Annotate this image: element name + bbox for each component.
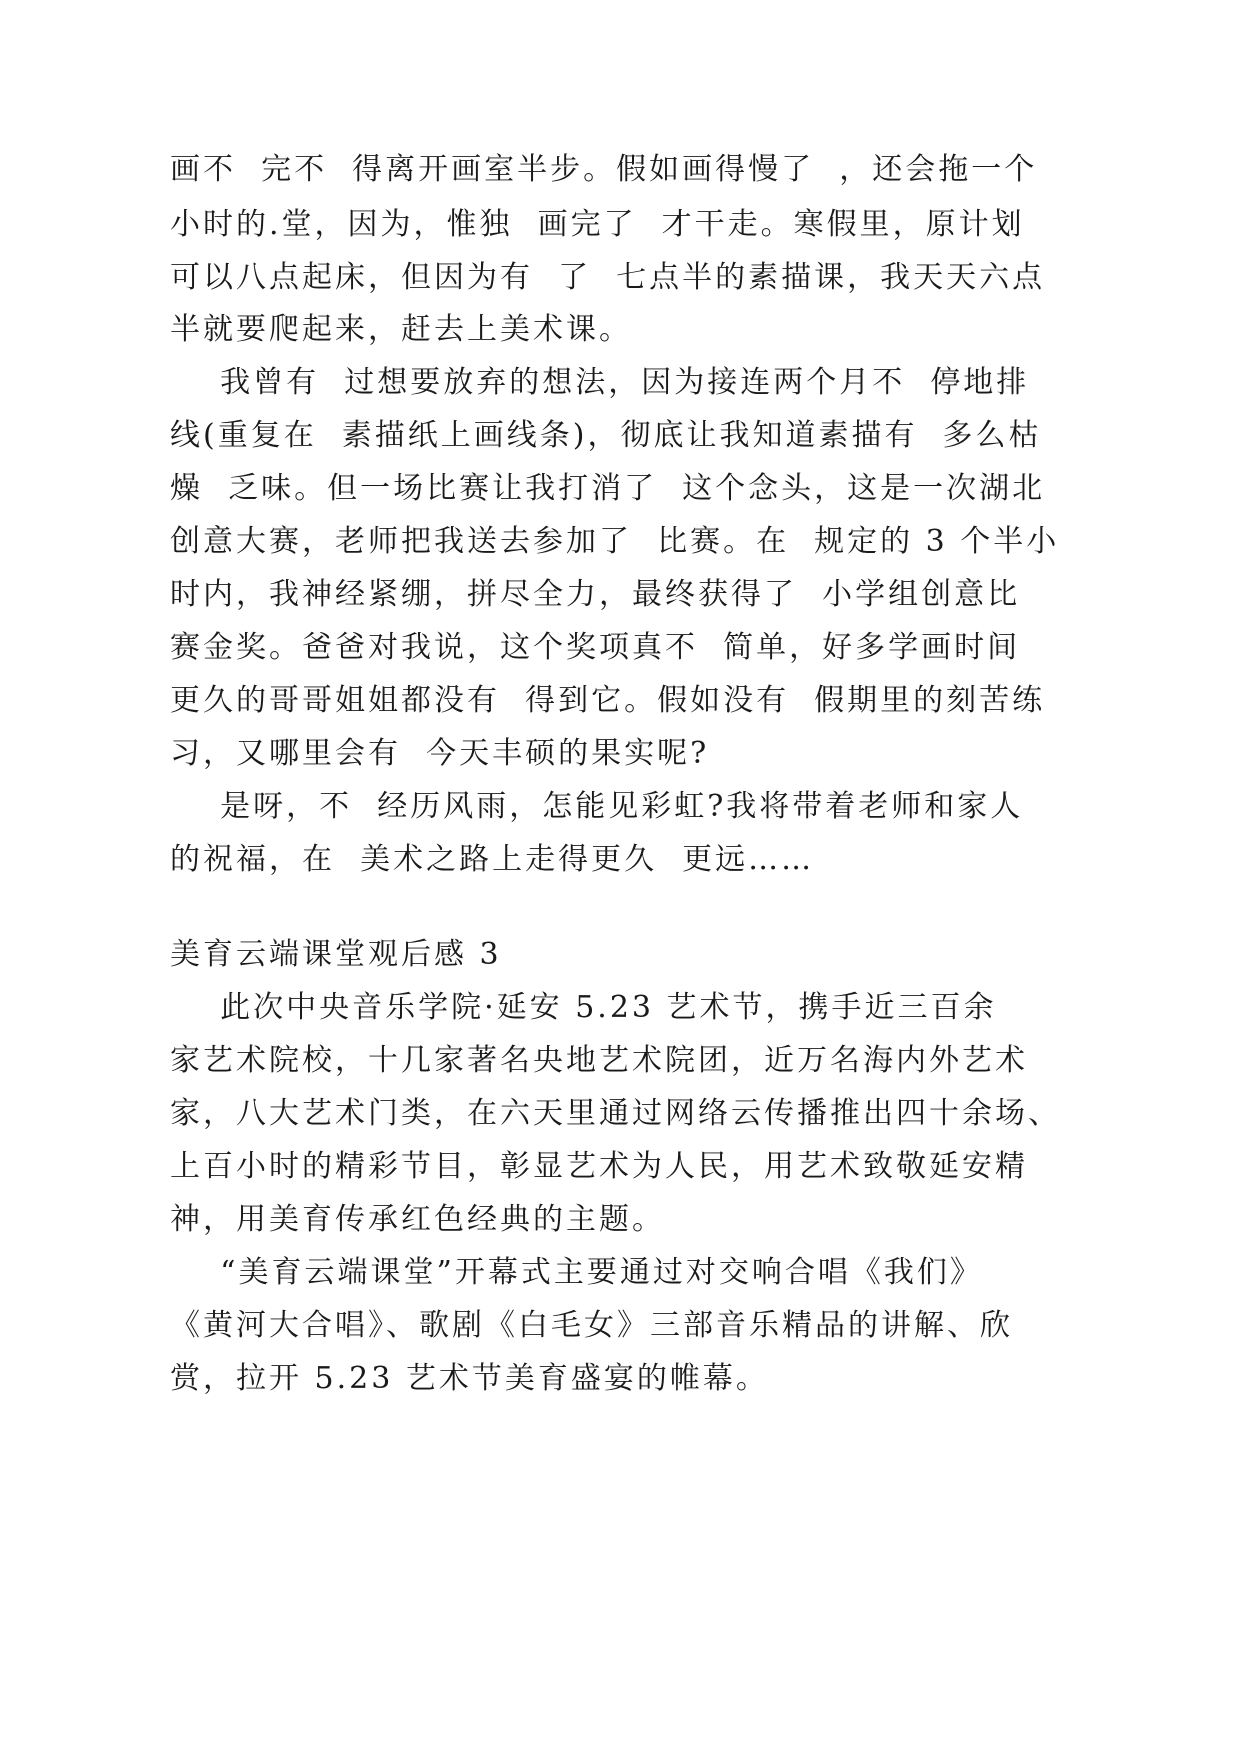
paragraph-4-line-1: 此次中央音乐学院·延安 5.23 艺术节，携手近三百余 bbox=[170, 990, 997, 1025]
paragraph-1-line-2: 小时的.堂，因为，惟独 画完了 才干走。寒假里，原计划 bbox=[170, 207, 1025, 242]
paragraph-2-line-8: 习，又哪里会有 今天丰硕的果实呢? bbox=[170, 736, 710, 771]
paragraph-2-line-5: 时内，我神经紧绷，拼尽全力，最终获得了 小学组创意比 bbox=[170, 577, 1021, 612]
section-title: 美育云端课堂观后感 3 bbox=[170, 937, 502, 972]
paragraph-1-line-3: 可以八点起床，但因为有 了 七点半的素描课，我天天六点 bbox=[170, 260, 1046, 295]
paragraph-1-line-1: 画不 完不 得离开画室半步。假如画得慢了 ，还会拖一个 bbox=[170, 152, 1038, 187]
paragraph-5-line-1: “美育云端课堂”开幕式主要通过对交响合唱《我们》 bbox=[170, 1255, 983, 1290]
paragraph-3-line-2: 的祝福，在 美术之路上走得更久 更远…… bbox=[170, 842, 815, 877]
paragraph-5-line-2: 《黄河大合唱》、歌剧《白毛女》三部音乐精品的讲解、欣 bbox=[170, 1308, 1013, 1343]
paragraph-2-line-7: 更久的哥哥姐姐都没有 得到它。假如没有 假期里的刻苦练 bbox=[170, 683, 1046, 718]
paragraph-3-line-1: 是呀，不 经历风雨，怎能见彩虹?我将带着老师和家人 bbox=[170, 789, 1024, 824]
paragraph-2-line-6: 赛金奖。爸爸对我说，这个奖项真不 简单，好多学画时间 bbox=[170, 630, 1021, 665]
paragraph-4-line-2: 家艺术院校，十几家著名央地艺术院团，近万名海内外艺术 bbox=[170, 1043, 1028, 1078]
paragraph-2-line-3: 燥 乏味。但一场比赛让我打消了 这个念头，这是一次湖北 bbox=[170, 471, 1046, 506]
paragraph-2-line-4: 创意大赛，老师把我送去参加了 比赛。在 规定的 3 个半小 bbox=[170, 524, 1060, 559]
paragraph-2-line-1: 我曾有 过想要放弃的想法，因为接连两个月不 停地排 bbox=[170, 365, 1030, 400]
paragraph-1-line-4: 半就要爬起来，赶去上美术课。 bbox=[170, 312, 632, 347]
paragraph-5-line-3: 赏，拉开 5.23 艺术节美育盛宴的帷幕。 bbox=[170, 1361, 769, 1396]
paragraph-4-line-4: 上百小时的精彩节目，彰显艺术为人民，用艺术致敬延安精 bbox=[170, 1149, 1028, 1184]
paragraph-4-line-5: 神，用美育传承红色经典的主题。 bbox=[170, 1202, 665, 1237]
paragraph-2-line-2: 线(重复在 素描纸上画线条)，彻底让我知道素描有 多么枯 bbox=[170, 418, 1042, 453]
paragraph-4-line-3: 家，八大艺术门类，在六天里通过网络云传播推出四十余场、 bbox=[170, 1096, 1061, 1131]
